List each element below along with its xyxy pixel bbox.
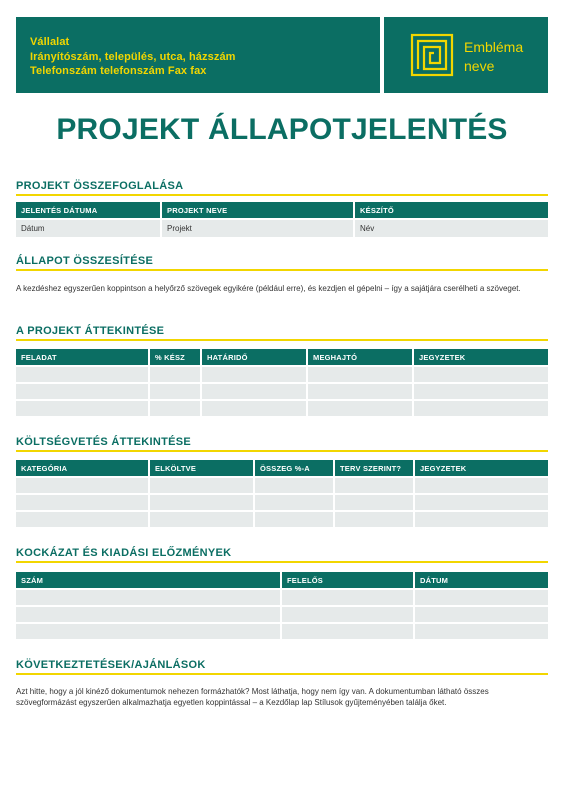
table-cell[interactable]: [413, 383, 548, 400]
logo-icon: [410, 33, 454, 77]
col-notes: JEGYZETEK: [414, 460, 548, 477]
table-cell[interactable]: [201, 400, 307, 416]
table-cell[interactable]: [149, 400, 201, 416]
col-driver: MEGHAJTÓ: [307, 349, 413, 366]
risk-divider: [16, 561, 548, 563]
col-owner: FELELŐS: [281, 572, 414, 589]
company-contact: Telefonszám telefonszám Fax fax: [30, 65, 207, 77]
budget-table: [16, 460, 548, 527]
col-date: DÁTUM: [414, 572, 548, 589]
table-cell[interactable]: [413, 400, 548, 416]
table-row: [16, 366, 548, 383]
summary-date-cell[interactable]: Dátum: [16, 219, 161, 237]
overview-heading: A PROJEKT ÁTTEKINTÉSE: [16, 325, 165, 337]
col-number: SZÁM: [16, 572, 281, 589]
table-cell[interactable]: [254, 494, 334, 511]
table-row: [16, 219, 548, 237]
col-on-plan: TERV SZERINT?: [334, 460, 414, 477]
table-cell[interactable]: [307, 366, 413, 383]
col-percent-amount: ÖSSZEG %-A: [254, 460, 334, 477]
table-cell[interactable]: [254, 511, 334, 527]
table-cell[interactable]: [16, 383, 149, 400]
table-cell[interactable]: [414, 606, 548, 623]
table-cell[interactable]: [16, 511, 149, 527]
conclusions-text[interactable]: Azt hitte, hogy a jól kinéző dokumentumok nehezen formázhatók? Most láthatja, hogy nem így van. A dokumentumban látható összes szövegformázást egyszerűen alkalmazhatja egyetlen koppintással – a Kezdőlap lap Stílusok gyűjteményében találja őket.: [16, 687, 489, 707]
company-info: [30, 35, 236, 79]
table-cell[interactable]: [16, 366, 149, 383]
summary-project-cell[interactable]: Projekt: [161, 219, 354, 237]
col-report-date: JELENTÉS DÁTUMA: [16, 202, 161, 219]
table-row: [16, 383, 548, 400]
table-cell[interactable]: [149, 383, 201, 400]
table-cell[interactable]: [149, 366, 201, 383]
table-cell[interactable]: [307, 383, 413, 400]
overview-header-row: [16, 349, 548, 366]
table-cell[interactable]: [16, 623, 281, 639]
summary-table: [16, 202, 548, 237]
col-prepared-by: KÉSZÍTŐ: [354, 202, 548, 219]
table-cell[interactable]: [281, 589, 414, 606]
table-cell[interactable]: [16, 400, 149, 416]
table-row: [16, 494, 548, 511]
col-project-name: PROJEKT NEVE: [161, 202, 354, 219]
col-spent: ELKÖLTVE: [149, 460, 254, 477]
table-cell[interactable]: [201, 366, 307, 383]
summary-heading: PROJEKT ÖSSZEFOGLALÁSA: [16, 180, 184, 192]
table-row: [16, 623, 548, 639]
table-cell[interactable]: [16, 494, 149, 511]
status-divider: [16, 269, 548, 271]
page-title: PROJEKT ÁLLAPOTJELENTÉS: [56, 113, 508, 146]
company-name: Vállalat: [30, 36, 70, 48]
col-percent-done: % KÉSZ: [149, 349, 201, 366]
table-cell[interactable]: [16, 589, 281, 606]
col-notes: JEGYZETEK: [413, 349, 548, 366]
col-task: FELADAT: [16, 349, 149, 366]
company-header: [16, 17, 380, 93]
table-cell[interactable]: [334, 494, 414, 511]
summary-author-cell[interactable]: Név: [354, 219, 548, 237]
logo-name: Embléma neve: [464, 39, 524, 74]
status-heading: ÁLLAPOT ÖSSZESÍTÉSE: [16, 255, 154, 267]
risk-header-row: [16, 572, 548, 589]
table-cell[interactable]: [414, 623, 548, 639]
summary-header-row: [16, 202, 548, 219]
conclusions-heading: KÖVETKEZTETÉSEK/AJÁNLÁSOK: [16, 659, 206, 671]
table-cell[interactable]: [307, 400, 413, 416]
logo-block: [384, 17, 548, 93]
risk-heading: KOCKÁZAT ÉS KIADÁSI ELŐZMÉNYEK: [16, 547, 232, 559]
table-cell[interactable]: [413, 366, 548, 383]
table-cell[interactable]: [149, 511, 254, 527]
table-row: [16, 606, 548, 623]
company-address: Irányítószám, település, utca, házszám: [30, 50, 236, 63]
table-cell[interactable]: [201, 383, 307, 400]
overview-table: [16, 349, 548, 416]
conclusions-divider: [16, 673, 548, 675]
table-cell[interactable]: [149, 477, 254, 494]
table-cell[interactable]: [414, 494, 548, 511]
status-text[interactable]: A kezdéshez egyszerűen koppintson a helyőrző szövegek egyikére (például erre), és kezdjen el gépelni – így a sajátjára cserélheti a szöveget.: [16, 284, 521, 293]
table-cell[interactable]: [254, 477, 334, 494]
overview-divider: [16, 339, 548, 341]
summary-divider: [16, 194, 548, 196]
table-cell[interactable]: [414, 511, 548, 527]
budget-header-row: [16, 460, 548, 477]
risk-table: [16, 572, 548, 639]
table-row: [16, 589, 548, 606]
table-cell[interactable]: [414, 589, 548, 606]
table-row: [16, 477, 548, 494]
table-cell[interactable]: [16, 606, 281, 623]
table-cell[interactable]: [149, 494, 254, 511]
table-cell[interactable]: [281, 623, 414, 639]
table-cell[interactable]: [16, 477, 149, 494]
table-cell[interactable]: [334, 511, 414, 527]
table-row: [16, 400, 548, 416]
table-cell[interactable]: [334, 477, 414, 494]
budget-heading: KÖLTSÉGVETÉS ÁTTEKINTÉSE: [16, 436, 192, 448]
col-category: KATEGÓRIA: [16, 460, 149, 477]
table-row: [16, 511, 548, 527]
col-deadline: HATÁRIDŐ: [201, 349, 307, 366]
table-cell[interactable]: [281, 606, 414, 623]
table-cell[interactable]: [414, 477, 548, 494]
budget-divider: [16, 450, 548, 452]
